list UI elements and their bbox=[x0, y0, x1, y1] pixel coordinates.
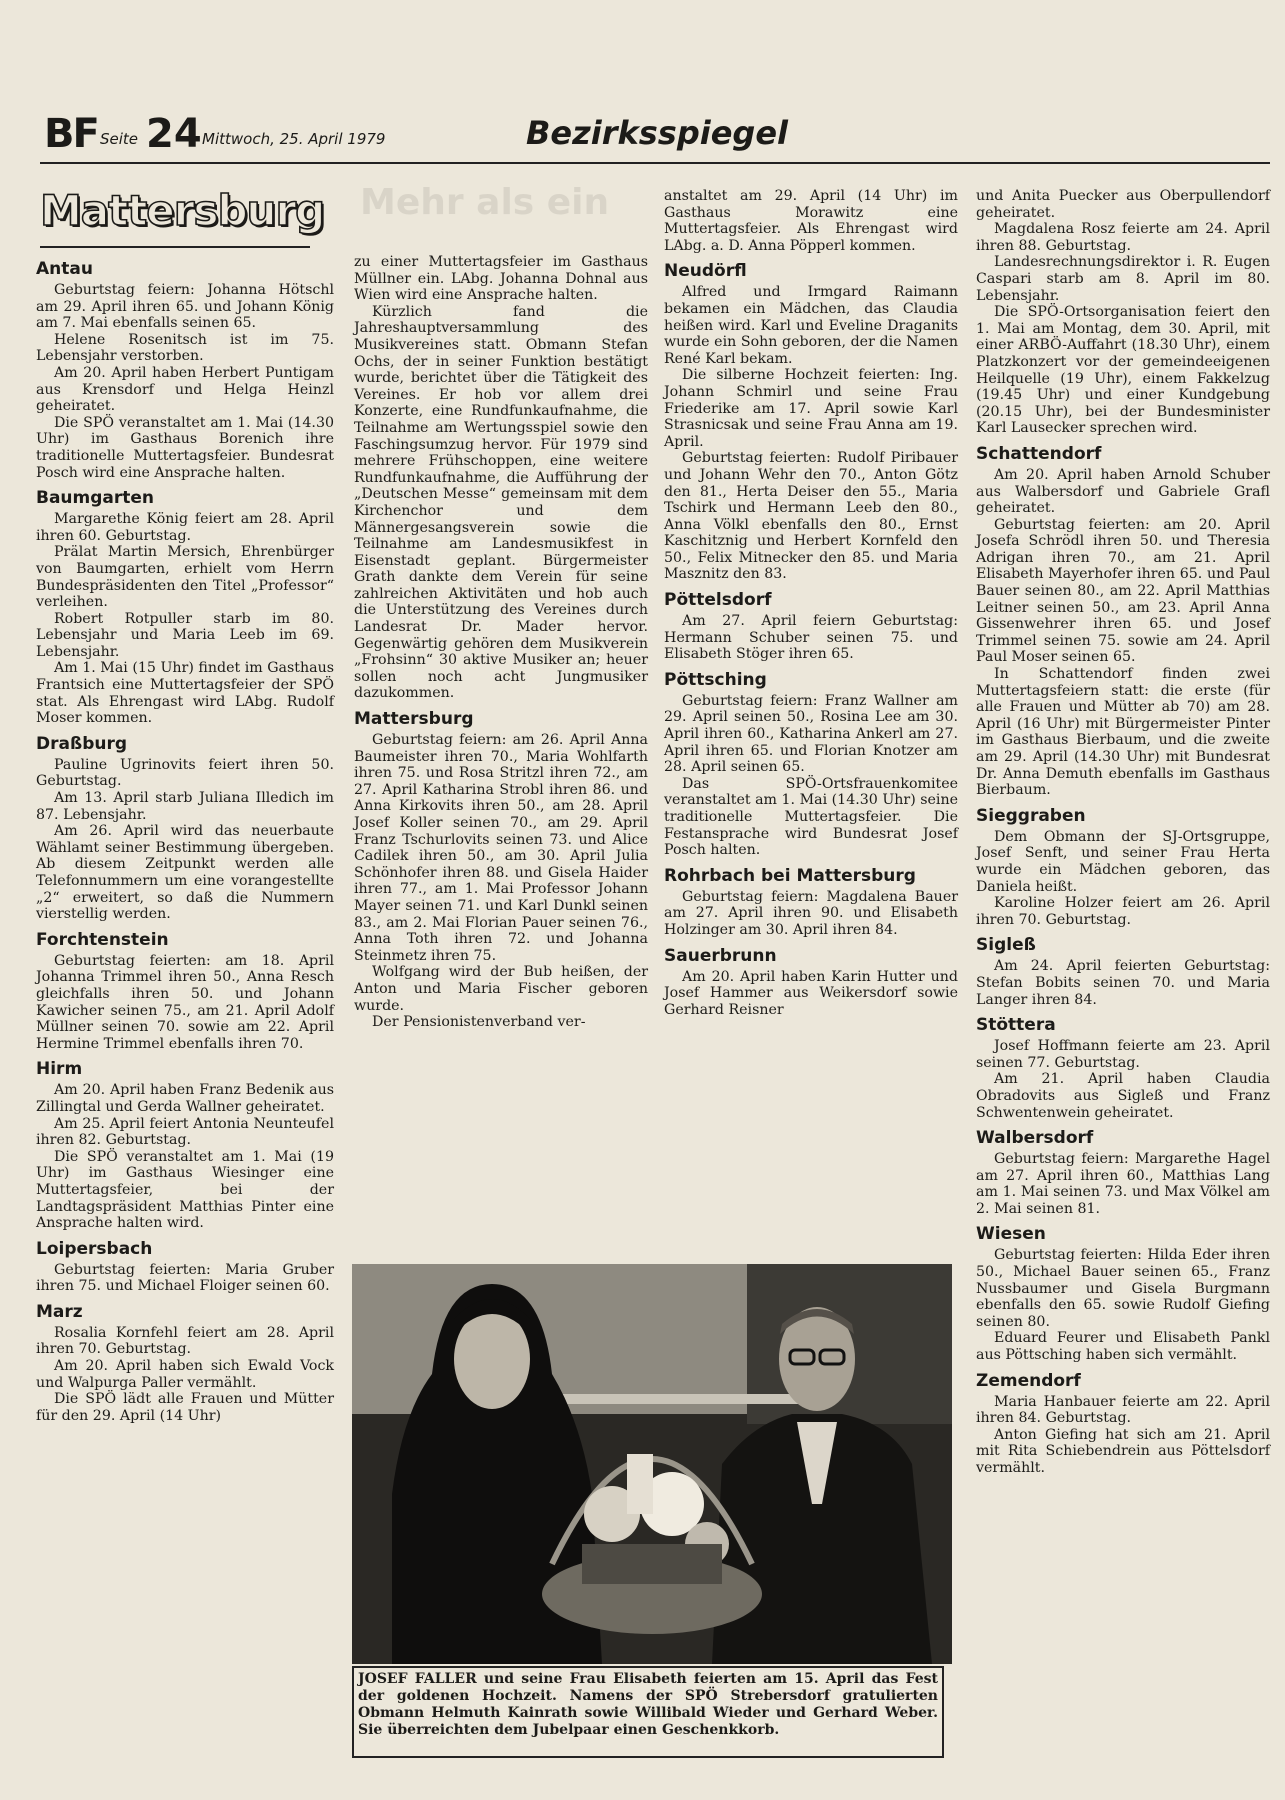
paragraph: Wolfgang wird der Bub heißen, der Anton und Maria Fischer geboren wurde. bbox=[354, 964, 648, 1014]
paragraph: Die SPÖ veranstaltet am 1. Mai (19 Uhr) im Gasthaus Wiesinger eine Muttertagsfeier, bei der Landtagspräsident Matthias Pinter eine Ansprache halten wird. bbox=[36, 1148, 334, 1232]
paragraph: Am 20. April haben Franz Bedenik aus Zillingtal und Gerda Wallner geheiratet. bbox=[36, 1082, 334, 1115]
region-title bbox=[40, 186, 325, 248]
paragraph: Maria Hanbauer feierte am 22. April ihren 84. Geburtstag. bbox=[976, 1393, 1270, 1427]
paragraph: Helene Rosenitsch ist im 75. Lebensjahr verstorben. bbox=[36, 331, 334, 365]
paragraph: Am 26. April wird das neuerbaute Wählamt seiner Bestimmung übergeben. Ab diesem Zeitpunkt werden alle Telefonnummern um eine vorangestellte „2“ erweitert, so daß die Nummern vierstellig werden. bbox=[36, 823, 334, 923]
paragraph: Geburtstag feiern: Johanna Hötschl am 29. April ihren 65. und Johann König am 7. Mai ebenfalls seinen 65. bbox=[36, 282, 334, 332]
heading-stoettera: Stöttera bbox=[976, 1015, 1056, 1036]
paragraph: Am 20. April haben Arnold Schuber aus Walbersdorf und Gabriele Grafl geheiratet. bbox=[976, 466, 1270, 517]
paragraph: Landesrechnungsdirektor i. R. Eugen Caspari starb am 8. April im 80. Lebensjahr. bbox=[976, 254, 1270, 304]
paragraph: Am 20. April haben Herbert Puntigam aus Krensdorf und Helga Heinzl geheiratet. bbox=[36, 364, 334, 415]
photo-caption: JOSEF FALLER und seine Frau Elisabeth feierten am 15. April das Fest der goldenen Hochzeit. Namens der SPÖ Strebersdorf gratulierten Obmann Helmuth Kainrath sowie Willibald Wieder und Gerhard Weber. Sie überreichten dem Jubelpaar einen Geschenkkorb. bbox=[352, 1666, 944, 1758]
heading-rohrbach: Rohrbach bei Mattersburg bbox=[664, 865, 916, 886]
paragraph: Karoline Holzer feiert am 26. April ihren 70. Geburtstag. bbox=[976, 895, 1270, 928]
paragraph: Geburtstag feierten: Rudolf Piribauer und Johann Wehr den 70., Anton Götz den 81., Herta Deiser den 55., Maria Tschirk und Hermann Leeb den 80., Anna Völkl ebenfalls den 80., Ernst Kaschitznig und Herbert Kornfeld den 50., Felix Mitnecker den 85. und Maria Masznitz den 83. bbox=[664, 450, 958, 583]
paragraph: Geburtstag feierten: am 18. April Johanna Trimmel ihren 50., Anna Resch gleichfalls ihren 50. und Johann Kawicher seinen 75., am 21. April Adolf Müllner seinen 70. sowie am 22. April Hermine Trimmel ebenfalls ihren 70. bbox=[36, 952, 334, 1052]
photo-illustration bbox=[352, 1264, 952, 1664]
paragraph: Pauline Ugrinovits feiert ihren 50. Geburtstag. bbox=[36, 756, 334, 790]
paragraph: Die SPÖ-Ortsorganisation feiert den 1. Mai am Montag, dem 30. April, mit einer ARBÖ-Auffahrt (18.30 Uhr), einem Platzkonzert vor der gemeindeeigenen Heilquelle (19 Uhr), einem Fakkelzug (19.45 Uhr) und einer Kundgebung (20.15 Uhr), bei der Bundesminister Karl Lausecker sprechen wird. bbox=[976, 304, 1270, 437]
paragraph: Dem Obmann der SJ-Ortsgruppe, Josef Senft, und seiner Frau Herta wurde ein Mädchen geboren, das Daniela heißt. bbox=[976, 828, 1270, 895]
paragraph: und Anita Puecker aus Oberpullendorf geheiratet. bbox=[976, 188, 1270, 221]
heading-antau: Antau bbox=[36, 259, 93, 279]
paragraph: zu einer Muttertagsfeier im Gasthaus Müllner ein. LAbg. Johanna Dohnal aus Wien wird eine Ansprache halten. bbox=[354, 254, 648, 304]
heading-poettsching: Pöttsching bbox=[664, 669, 767, 690]
paragraph: Prälat Martin Mersich, Ehrenbürger von Baumgarten, erhielt vom Herrn Bundespräsidenten den Titel „Professor“ verleihen. bbox=[36, 544, 334, 611]
paragraph: Geburtstag feierten: Maria Gruber ihren 75. und Michael Floiger seinen 60. bbox=[36, 1261, 334, 1295]
column-3 bbox=[664, 188, 958, 1018]
heading-hirm: Hirm bbox=[36, 1059, 83, 1080]
paragraph: Am 20. April haben sich Ewald Vock und Walpurga Paller vermählt. bbox=[36, 1358, 334, 1391]
heading-loipersbach: Loipersbach bbox=[36, 1238, 153, 1259]
paragraph: Rosalia Kornfehl feiert am 28. April ihren 70. Geburtstag. bbox=[36, 1324, 334, 1358]
paragraph: Am 21. April haben Claudia Obradovits aus Sigleß und Franz Schwentenwein geheiratet. bbox=[976, 1071, 1270, 1121]
region-title-text: Mattersburg bbox=[40, 186, 325, 235]
paragraph: Anton Giefing hat sich am 21. April mit Rita Schiebendrein aus Pöttelsdorf vermählt. bbox=[976, 1426, 1270, 1476]
paragraph: Magdalena Rosz feierte am 24. April ihren 88. Geburtstag. bbox=[976, 221, 1270, 254]
column-1 bbox=[36, 252, 334, 1424]
paragraph: Geburtstag feiern: Magdalena Bauer am 27. April ihren 90. und Elisabeth Holzinger am 30. April ihren 84. bbox=[664, 888, 958, 938]
paragraph: Am 20. April haben Karin Hutter und Josef Hammer aus Weikersdorf sowie Gerhard Reisner bbox=[664, 968, 958, 1018]
paragraph: Die silberne Hochzeit feierten: Ing. Johann Schmirl und seine Frau Friederike am 17. April sowie Karl Strasnicsak und seine Frau Anna am 19. April. bbox=[664, 367, 958, 450]
heading-baumgarten: Baumgarten bbox=[36, 488, 155, 509]
paragraph: Geburtstag feierten: am 20. April Josefa Schrödl ihren 50. und Theresia Adrigan ihren 70., am 21. April Elisabeth Mayerhofer ihren 65. und Paul Bauer seinen 80., am 22. April Matthias Leitner seinen 50., am 23. April Anna Gissenwehrer ihren 65. und Josef Trimmel seinen 75. sowie am 24. April Paul Moser seinen 65. bbox=[976, 516, 1270, 666]
paragraph: Robert Rotpuller starb im 80. Lebensjahr und Maria Leeb im 69. Lebensjahr. bbox=[36, 610, 334, 660]
heading-drassburg: Draßburg bbox=[36, 733, 128, 754]
masthead bbox=[40, 110, 1270, 164]
show-through-headline: Mehr als ein bbox=[360, 182, 610, 223]
paragraph: Am 1. Mai (15 Uhr) findet im Gasthaus Frantsich eine Muttertagsfeier der SPÖ stat. Als Ehrengast wird LAbg. Rudolf Moser kommen. bbox=[36, 660, 334, 727]
paragraph: Die SPÖ veranstaltet am 1. Mai (14.30 Uhr) im Gasthaus Borenich ihre traditionelle Muttertagsfeier. Bundesrat Posch wird eine Ansprache halten. bbox=[36, 414, 334, 481]
heading-wiesen: Wiesen bbox=[976, 1224, 1046, 1245]
heading-sauerbrunn: Sauerbrunn bbox=[664, 945, 777, 966]
heading-marz: Marz bbox=[36, 1301, 83, 1322]
paragraph: Geburtstag feiern: Franz Wallner am 29. April seinen 50., Rosina Lee am 30. April ihren 60., Katharina Ankerl am 27. April ihren 65. und Florian Knotzer am 28. April seinen 65. bbox=[664, 692, 958, 776]
paragraph: Geburtstag feiern: Margarethe Hagel am 27. April ihren 60., Matthias Lang am 1. Mai seinen 73. und Max Völkel am 2. Mai seinen 81. bbox=[976, 1151, 1270, 1217]
column-2 bbox=[354, 254, 648, 1031]
heading-walbersdorf: Walbersdorf bbox=[976, 1128, 1094, 1149]
paragraph: In Schattendorf finden zwei Muttertagsfeiern statt: die erste (für alle Frauen und Mütter ab 70) am 28. April (16 Uhr) mit Bürgermeister Pinter im Gasthaus Bierbaum, und die zweite am 29. April (14.30 Uhr) mit Bundesrat Dr. Anna Demuth ebenfalls im Gasthaus Bierbaum. bbox=[976, 666, 1270, 799]
heading-sigless: Sigleß bbox=[976, 935, 1036, 956]
paragraph: Das SPÖ-Ortsfrauenkomitee veranstaltet am 1. Mai (14.30 Uhr) seine traditionelle Muttertagsfeier. Die Festansprache wird Bundesrat Josef Posch halten. bbox=[664, 775, 958, 859]
heading-zemendorf: Zemendorf bbox=[976, 1370, 1081, 1391]
page-number: 24 bbox=[146, 111, 202, 157]
paragraph: Kürzlich fand die Jahreshauptversammlung des Musikvereines statt. Obmann Stefan Ochs, der in seiner Funktion bestätigt wurde, berichtet über die Tätigkeit des Vereines. Er hob vor allem drei Konzerte, eine Rundfunkaufnahme, die Teilnahme am Wertungsspiel sowie den Faschingsumzug hervor. Für 1979 sind mehrere Frühschoppen, eine weitere Rundfunkaufnahme, die Aufführung der „Deutschen Messe“ gemeinsam mit dem Kirchenchor und dem Männergesangsverein sowie die Teilnahme am Landesmusikfest in Eisenstadt geplant. Bürgermeister Grath dankte dem Verein für seine zahlreichen Aktivitäten und hob auch die Unterstützung des Vereines durch Landesrat Dr. Mader hervor. Gegenwärtig gehören dem Musikverein „Frohsinn“ 30 aktive Musiker an; heuer sollen noch acht Jungmusiker dazukommen. bbox=[354, 303, 648, 702]
couple-photo bbox=[352, 1264, 952, 1664]
page-label: Seite bbox=[100, 130, 139, 148]
paragraph: Am 27. April feiern Geburtstag: Hermann Schuber seinen 75. und Elisabeth Stöger ihren 65. bbox=[664, 613, 958, 663]
issue-date: Mittwoch, 25. April 1979 bbox=[202, 130, 386, 148]
section-title: Bezirksspiegel bbox=[526, 114, 788, 152]
paragraph: Margarethe König feiert am 28. April ihren 60. Geburtstag. bbox=[36, 511, 334, 544]
paragraph: Alfred und Irmgard Raimann bekamen ein Mädchen, das Claudia heißen wird. Karl und Eveline Draganits wurde ein Sohn geboren, der die Namen René Karl bekam. bbox=[664, 284, 958, 367]
heading-sieggraben: Sieggraben bbox=[976, 805, 1086, 826]
paragraph: Eduard Feurer und Elisabeth Pankl aus Pöttsching haben sich vermählt. bbox=[976, 1330, 1270, 1364]
newspaper-logo: BF bbox=[44, 111, 98, 157]
paragraph: Josef Hoffmann feierte am 23. April seinen 77. Geburtstag. bbox=[976, 1038, 1270, 1071]
paragraph: Am 13. April starb Juliana Illedich im 87. Lebensjahr. bbox=[36, 790, 334, 823]
column-4 bbox=[976, 188, 1270, 1477]
paragraph: Geburtstag feiern: am 26. April Anna Baumeister ihren 70., Maria Wohlfarth ihren 75. und Rosa Stritzl ihren 72., am 27. April Katharina Strobl ihren 86. und Anna Kirkovits ihren 50., am 28. April Josef Koller seinen 70., am 29. April Franz Tschurlovits seinen 73. und Alice Cadilek ihren 50., am 30. April Julia Schönhofer ihren 88. und Gisela Haider ihren 77., am 1. Mai Professor Johann Mayer seinen 71. und Karl Dunkl seinen 83., am 2. Mai Florian Pauer seinen 76., Anna Toth ihren 72. und Johanna Steinmetz ihren 75. bbox=[354, 732, 648, 964]
paragraph: Der Pensionistenverband ver- bbox=[372, 1014, 586, 1031]
heading-schattendorf: Schattendorf bbox=[976, 443, 1102, 464]
heading-forchtenstein: Forchtenstein bbox=[36, 929, 169, 950]
heading-neudoerfl: Neudörfl bbox=[664, 261, 747, 282]
heading-mattersburg: Mattersburg bbox=[354, 709, 474, 730]
paragraph: Am 25. April feiert Antonia Neunteufel ihren 82. Geburtstag. bbox=[36, 1115, 334, 1149]
paragraph: Geburtstag feierten: Hilda Eder ihren 50., Michael Bauer seinen 65., Franz Nussbaumer und Gisela Burgmann ebenfalls den 65. sowie Rudolf Giefing seinen 80. bbox=[976, 1247, 1270, 1330]
paragraph: Am 24. April feierten Geburtstag: Stefan Bobits seinen 70. und Maria Langer ihren 84. bbox=[976, 958, 1270, 1008]
paragraph: anstaltet am 29. April (14 Uhr) im Gasthaus Morawitz eine Muttertagsfeier. Als Ehrengast wird LAbg. a. D. Anna Pöpperl kommen. bbox=[664, 188, 958, 254]
heading-poettelsdorf: Pöttelsdorf bbox=[664, 590, 772, 611]
paragraph: Die SPÖ lädt alle Frauen und Mütter für den 29. April (14 Uhr) bbox=[36, 1391, 334, 1424]
